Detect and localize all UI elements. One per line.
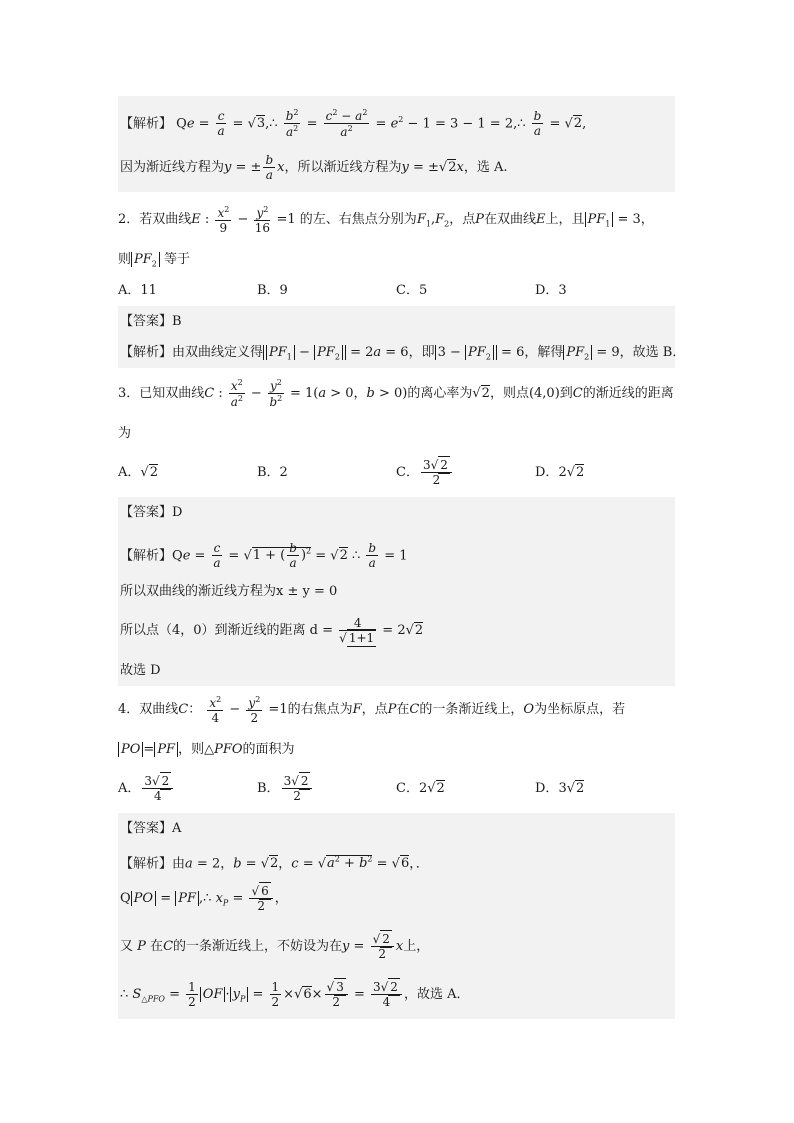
choice-b: B．2	[257, 465, 288, 480]
q2-stem-line-1: 2．若双曲线E : $\frac{x^2}{9}$ − $\frac{y^2}{16}$ =1 的左、右焦点分别为$F_1,F_2$，点P在双曲线E上，且 $PF_1 = 3$，	[118, 204, 654, 235]
choice-a: A．11	[118, 283, 157, 298]
q1-analysis-line-2: 因为渐近线方程为y = ± $\frac{b}{a}$ x，所以渐近线方程为y = ±√2x，选 A.	[120, 153, 508, 182]
q3-stem-line-1: 3．已知双曲线C : $\frac{x^2}{a^2}$ − $\frac{y^2}{b^2}$ = 1(a > 0，b > 0)的离心率为√2，则点(4,0)到C的渐近线的距离	[118, 378, 674, 409]
q3-analysis-line-2: 所以双曲线的渐近线方程为x ± y = 0	[120, 584, 338, 599]
choice-a: A．√2	[118, 465, 158, 480]
q3-analysis-line-3: 所以点（4，0）到渐近线的距离 d = $\frac{4}{√ 1+1}$ = 2√2	[120, 616, 424, 645]
q3-analysis-line-4: 故选 D	[120, 663, 161, 678]
q2-choices	[118, 275, 675, 306]
q4-analysis-line-4: ∴ $S_{\triangle PFO}$ = $\frac{1}{2}$ OF · $y_P$ = $\frac{1}{2}$ ×√6× $\frac{√ 3}{2}$ = $\frac{3√ 2}{4}$ ，故选 A．	[120, 980, 470, 1009]
q3-stem-line-2: 为	[118, 426, 132, 441]
q2-answer: 【答案】B	[120, 314, 182, 329]
q4-analysis-line-3: 又 P 在C的一条渐近线上，不妨设为在y = $\frac{√ 2}{2}$ x上，	[120, 932, 430, 961]
choice-d: D．2√2	[535, 465, 585, 480]
choice-c: C． $\frac{3√ 2}{2}$	[396, 449, 535, 497]
choice-d: D．3√2	[535, 781, 585, 796]
q3-answer-block	[118, 497, 675, 686]
q4-stem-line-1: 4．双曲线C： $\frac{x^2}{4}$ − $\frac{y^2}{2}$ =1的右焦点为F，点P在C的一条渐近线上，O为坐标原点，若	[118, 694, 626, 725]
q4-answer-block	[118, 813, 675, 1019]
q3-answer: 【答案】D	[120, 505, 183, 520]
choice-c: C．2√2	[396, 781, 445, 796]
choice-d: D．3	[535, 283, 567, 298]
choice-a: A． $\frac{3√ 2}{4}$	[118, 765, 257, 813]
q2-answer-block	[118, 306, 686, 368]
q4-stem-line-2: PO = PF ，则△PFO的面积为	[118, 734, 675, 765]
choice-b: B． $\frac{3√ 2}{2}$	[257, 765, 396, 813]
q1-analysis-line-1: 【解析】 Qe = $\frac{c}{a}$ = √3,∴ $\frac{b^2}{a^2}$ = $\frac{c^2 - a^2}{a^2}$ = $e^2 - 1 = 3 - 1$ = 2,∴ $\frac{b}{a}$ = √2,	[120, 108, 587, 140]
q3-choices	[118, 449, 675, 497]
q4-answer: 【答案】A	[120, 821, 182, 836]
q4-analysis-line-1: 【解析】由a = 2，b = √2，$c = √a^2 + b^2 = √6$，．	[120, 855, 429, 872]
q3-analysis-line-1: 【解析】Qe = $\frac{c}{a}$ = √1 + ( $\frac{b}{a}$ )$^2$ = √2 ∴ $\frac{b}{a}$ = 1	[120, 541, 408, 571]
q4-analysis-line-2: Q PO = PF ,∴ $x_P$ = $\frac{√ 6}{2}$ ，	[120, 884, 288, 913]
q1-analysis-block	[118, 96, 675, 192]
choice-c: C．5	[396, 283, 428, 298]
worksheet-page	[118, 96, 686, 1019]
choice-b: B．9	[257, 283, 288, 298]
analysis-tag: 【解析】	[120, 116, 173, 132]
q2-analysis: 【解析】由双曲线定义得 $PF_1 - PF_2 = 2a = 6$，即 $3 - PF_2 = 6$，解得 $PF_2 = 9$，故选 B．	[120, 345, 686, 362]
q2-stem-line-2: 则 $PF_2$ 等于	[118, 252, 191, 269]
q4-choices	[118, 765, 675, 813]
